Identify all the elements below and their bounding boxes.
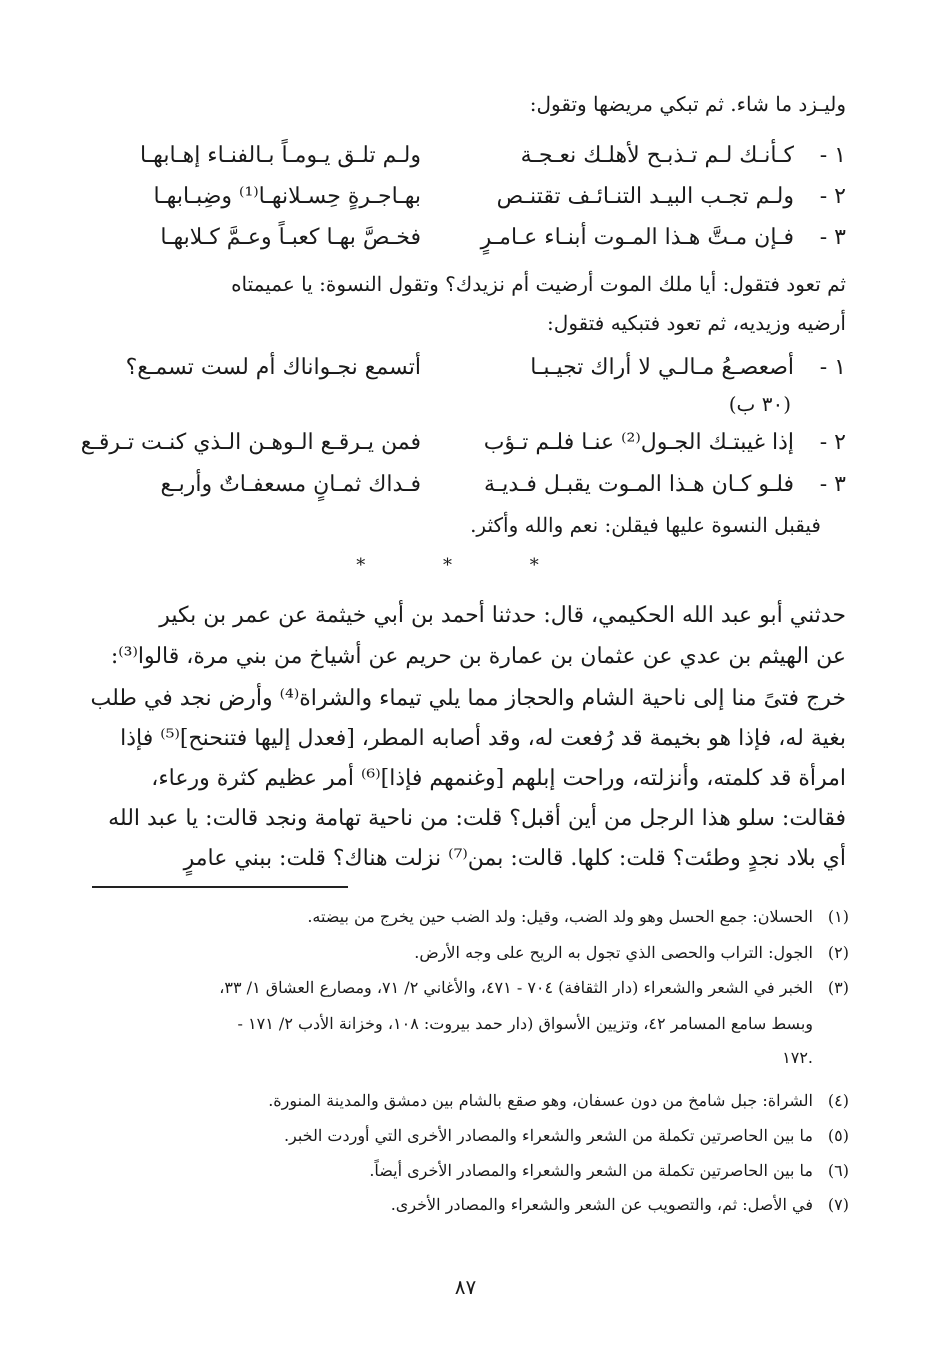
footnote-number: (٧) xyxy=(827,1195,849,1214)
verse-number: ٣ - xyxy=(819,225,846,250)
poem1-verse-2 xyxy=(95,184,846,218)
footnote-text: ما بين الحاصرتين تكملة من الشعر والشعراء والمصادر الأخرى أيضاً. xyxy=(369,1161,813,1180)
footnote xyxy=(391,1195,849,1214)
narration-line: أرضيه وزيديه، ثم تعود فتبكيه فتقول: xyxy=(547,311,846,335)
footnote-text: في الأصل: ثم، والتصويب عن الشعر والشعراء والمصادر الأخرى. xyxy=(390,1195,813,1214)
footnote-number: (٥) xyxy=(827,1126,849,1145)
footnote-text: الجول: التراب والحصى الذي تجول به الريح على وجه الأرض. xyxy=(414,943,813,962)
verse-second-hemistich: أتسمع نجـواناك أم لست تسمـع؟ xyxy=(125,355,421,380)
footnote xyxy=(268,1091,849,1110)
verse-first-hemistich: أصعصـعُ مـالـي لا أراك تجيـبـا xyxy=(530,355,794,380)
paragraph-line: عن الهيثم بن عدي عن عثمان بن عمارة بن حريم عن أشياخ من بني مرة، قالوا⁽³⁾: xyxy=(110,644,846,669)
footnote-text: الخبر في الشعر والشعراء (دار الثقافة) ٧٠٤ - ٤٧١، والأغاني ٢/ ٧١، ومصارع العشاق ١/ ٣٣، xyxy=(219,978,813,997)
paragraph-line: خرج فتىً منا إلى ناحية الشام والحجاز مما يلي تيماء والشراة⁽⁴⁾ وأرض نجد في طلب xyxy=(90,686,846,711)
footnote-number: (٢) xyxy=(827,943,849,962)
footnote-divider xyxy=(92,886,348,888)
closing-line: فيقبل النسوة عليها فيقلن: نعم والله وأكثر. xyxy=(470,513,821,537)
manuscript-folio-ref: (٣٠ ب) xyxy=(728,392,791,416)
paragraph-line: امرأة قد كلمته، وأنزلته، وراحت إبلهم [وغنمهم فإذا]⁽⁶⁾ أمر عظيم كثرة ورعاء، xyxy=(151,766,846,791)
verse-number: ٣ - xyxy=(819,472,846,497)
verse-first-hemistich: إذا غيبتـك الجـول⁽²⁾ عنـا فلـم تـؤب xyxy=(483,430,794,455)
paragraph-line: حدثني أبو عبد الله الحكيمي، قال: حدثنا أحمد بن أبي خيثمة عن عمر بن بكير xyxy=(159,603,846,628)
paragraph-line: بغية له، فإذا هو بخيمة قد رُفعت له، وقد أصابه المطر، [فعدل إليها فتنحنح]⁽⁵⁾ فإذا xyxy=(120,726,846,751)
poem1-verse-1 xyxy=(95,143,846,177)
page-number: ٨٧ xyxy=(454,1275,477,1299)
verse-number: ١ - xyxy=(819,355,846,380)
verse-first-hemistich: ولـم تجـب البيـد التنـائـف تقتنـص xyxy=(496,184,794,209)
verse-second-hemistich: فـداك ثمـانٍ مسعفـاتٌ وأربـع xyxy=(160,472,421,497)
verse-second-hemistich: بهـاجـرةٍ حِسـلانهـا⁽¹⁾ وضِبـابهـا xyxy=(153,184,421,209)
poem1-verse-3 xyxy=(95,225,846,259)
footnote-number: (٦) xyxy=(827,1161,849,1180)
footnote-number: (٣) xyxy=(827,978,849,997)
footnote-text: الحسلان: جمع الحسل وهو ولد الضب، وقيل: ولد الضب حين يخرج من بيضته. xyxy=(307,907,813,926)
verse-number: ٢ - xyxy=(819,184,846,209)
footnote xyxy=(414,943,849,962)
verse-number: ٢ - xyxy=(819,430,846,455)
footnote xyxy=(307,907,849,926)
poem2-verse-2 xyxy=(80,430,846,464)
section-separator: * * * xyxy=(356,555,575,576)
verse-first-hemistich: كـأنـك لـم تـذبـح لأهلـك نعـجـة xyxy=(520,143,794,168)
verse-number: ١ - xyxy=(819,143,846,168)
footnote-text: الشراة: جبل شامخ من دون عسفان، وهو صقع بالشام بين دمشق والمدينة المنورة. xyxy=(268,1091,813,1110)
footnote-number: (٤) xyxy=(827,1091,849,1110)
footnote xyxy=(369,1161,849,1180)
paragraph-line: فقالت: سلو هذا الرجل من أين أقبل؟ قلت: من ناحية تهامة ونجد قالت: يا عبد الله xyxy=(108,806,846,831)
paragraph-line: أي بلاد نجدٍ وطئت؟ قلت: كلها. قالت: بمن⁽⁷⁾ نزلت هناك؟ قلت: ببني عامرٍ xyxy=(183,846,846,871)
verse-second-hemistich: فمن يـرقـع الـوهـن الـذي كنـت تـرقـع xyxy=(80,430,421,455)
poem2-verse-1 xyxy=(95,355,846,389)
footnote-continuation xyxy=(238,1014,849,1033)
footnote xyxy=(284,1126,849,1145)
footnote-text: ما بين الحاصرتين تكملة من الشعر والشعراء والمصادر الأخرى التي أوردت الخبر. xyxy=(283,1126,813,1145)
footnote-text: وبسط سامع المسامر ٤٢، وتزيين الأسواق (دار حمد بيروت: ١٠٨، وخزانة الأدب ٢/ ١٧١ - xyxy=(237,1014,813,1033)
footnote-number: (١) xyxy=(827,907,849,926)
footnote-continuation xyxy=(782,1048,849,1067)
verse-first-hemistich: فـإن مـتَّ هـذا المـوت أبنـاء عـامـرٍ xyxy=(480,225,794,250)
footnote-text: .١٧٢ xyxy=(782,1048,813,1067)
poem2-verse-3 xyxy=(95,472,846,506)
narration-line: ثم تعود فتقول: أيا ملك الموت أرضيت أم نزيدك؟ وتقول النسوة: يا عميمتاه xyxy=(231,272,846,296)
verse-second-hemistich: فخـصَّ بهـا كعبـاً وعـمَّ كـلابهـا xyxy=(160,225,421,250)
footnote xyxy=(219,978,849,997)
intro-line: وليـزد ما شاء. ثم تبكي مريضها وتقول: xyxy=(529,92,846,116)
verse-second-hemistich: ولـم تلـق يـومـاً بـالفنـاء إهـابهـا xyxy=(140,143,421,168)
verse-first-hemistich: فلـو كـان هـذا المـوت يقبـل فـديـة xyxy=(484,472,794,497)
